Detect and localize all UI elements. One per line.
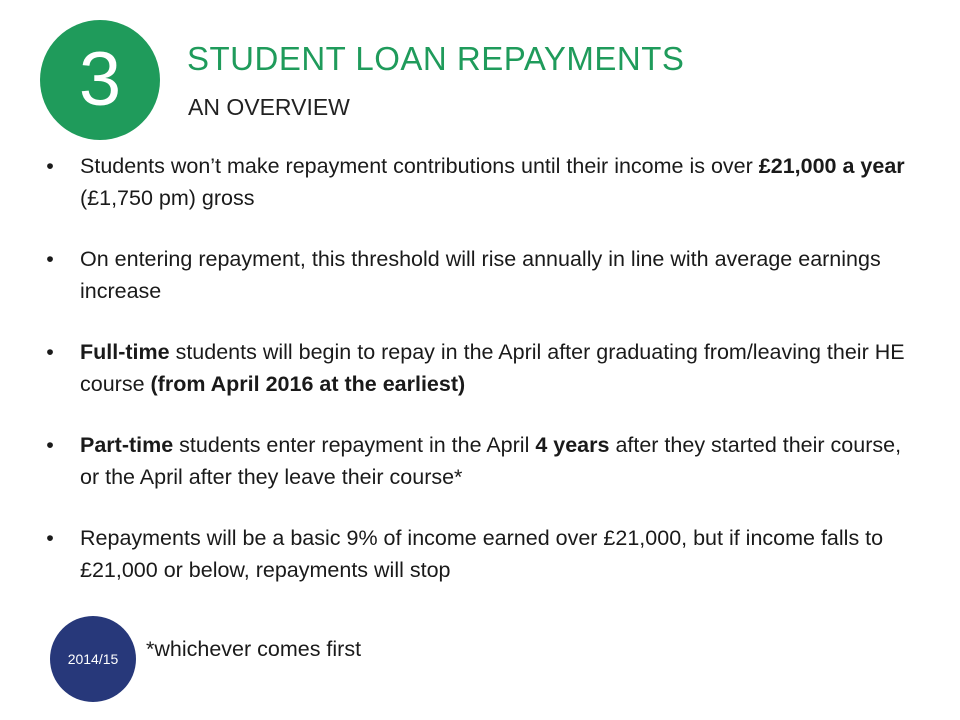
bullet-icon: • [46,340,54,364]
bullet-text: Students won’t make repayment contributions until their income is over [80,154,759,178]
bullet-item [40,243,920,307]
bullet-text: (£1,750 pm) gross [80,186,255,210]
bullet-emphasis: (from April 2016 at the earliest) [150,372,466,396]
bullet-emphasis: £21,000 a year [758,154,905,178]
bullet-text: students will begin to repay in the April after graduating from/leaving their HE course [80,340,905,396]
bullet-item [40,522,920,586]
bullet-icon: • [46,433,54,457]
bullet-text: Repayments will be a basic 9% of income earned over £21,000, but if income falls to £21,000 or below, repayments will stop [80,526,884,582]
bullet-icon: • [46,526,54,550]
bullet-item [40,336,920,400]
bullet-icon: • [46,154,54,178]
year-badge [50,616,136,702]
bullet-emphasis: Part-time [80,433,174,457]
year-badge-label: 2014/15 [67,651,119,667]
bullet-emphasis: Full-time [80,340,170,364]
section-number-badge [40,20,160,140]
footnote: *whichever comes first [146,637,362,661]
bullet-item [40,429,920,493]
page-title: STUDENT LOAN REPAYMENTS [187,40,685,77]
bullet-list [40,150,920,615]
bullet-emphasis: 4 years [535,433,610,457]
bullet-item [40,150,920,214]
bullet-text: On entering repayment, this threshold will rise annually in line with average earnings increase [80,247,881,303]
bullet-text: after they started their course, or the April after they leave their course* [80,433,902,489]
page-subtitle: AN OVERVIEW [188,94,350,120]
bullet-text: students enter repayment in the April [173,433,536,457]
section-number: 3 [78,37,122,122]
bullet-icon: • [46,247,54,271]
